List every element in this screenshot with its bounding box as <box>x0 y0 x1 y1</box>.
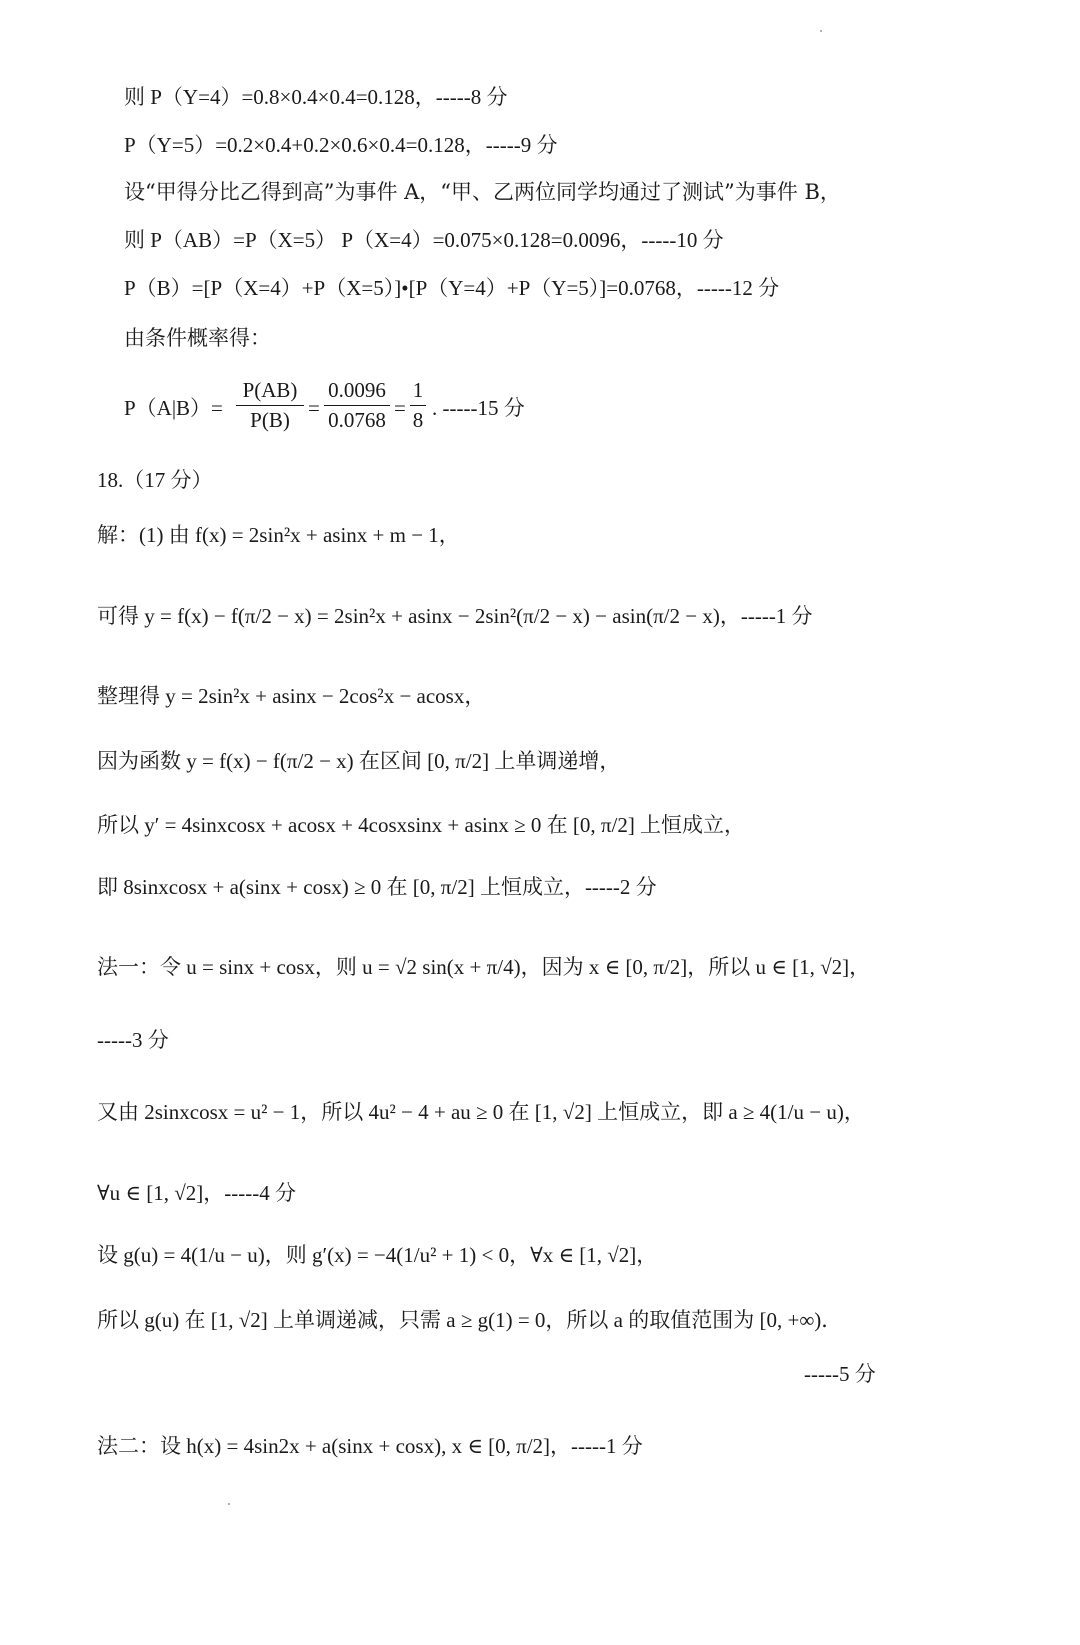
text-line-5: P（B）=[P（X=4）+P（X=5）]•[P（Y=4）+P（Y=5）]=0.0768，-----12 分 <box>124 276 780 300</box>
text-line-15: 法一：令 u = sinx + cosx，则 u = √2 sin(x + π/4)，因为 x ∈ [0, π/2]，所以 u ∈ [1, √2]， <box>97 955 871 979</box>
fraction-result <box>410 380 426 431</box>
text-line-13: 所以 y′ = 4sinxcosx + acosx + 4cosxsinx + asinx ≥ 0 在 [0, π/2] 上恒成立， <box>97 813 746 837</box>
fraction-denominator: P(B) <box>250 408 290 432</box>
fraction-denominator: 8 <box>412 408 424 432</box>
text-line-14: 即 8sinxcosx + a(sinx + cosx) ≥ 0 在 [0, π/2] 上恒成立，-----2 分 <box>97 875 657 899</box>
score-marker: -----5 分 <box>804 1362 876 1386</box>
fraction-values <box>324 380 390 431</box>
text-line-9: 解：(1) 由 f(x) = 2sin²x + asinx + m − 1， <box>97 523 460 547</box>
text-line-6: 由条件概率得： <box>124 326 271 350</box>
scan-speck-bottom <box>228 1503 230 1505</box>
fraction-numerator: 1 <box>412 378 424 402</box>
text-line-19: 设 g(u) = 4(1/u − u)，则 g′(x) = −4(1/u² + 1) < 0，∀x ∈ [1, √2]， <box>97 1243 658 1267</box>
text-line-2: P（Y=5）=0.2×0.4+0.2×0.6×0.4=0.128，-----9 分 <box>124 133 558 157</box>
equals-sign: = <box>394 396 406 420</box>
fraction-pab-pb <box>236 380 304 431</box>
text-line-16: -----3 分 <box>97 1028 169 1052</box>
text-line-20: 所以 g(u) 在 [1, √2] 上单调递减，只需 a ≥ g(1) = 0，所以 a 的取值范围为 [0, +∞)． <box>97 1308 843 1332</box>
fraction-bar <box>324 405 390 406</box>
fraction-denominator: 0.0768 <box>328 408 386 432</box>
fraction-bar <box>236 405 304 406</box>
fraction-numerator: P(AB) <box>242 378 298 402</box>
text-line-11: 整理得 y = 2sin²x + asinx − 2cos²x − acosx， <box>97 684 486 708</box>
text-line-1: 则 P（Y=4）=0.8×0.4×0.4=0.128，-----8 分 <box>124 85 508 109</box>
text-line-4: 则 P（AB）=P（X=5） P（X=4）=0.075×0.128=0.0096，-----10 分 <box>124 228 724 252</box>
text-line-10: 可得 y = f(x) − f(π/2 − x) = 2sin²x + asinx − 2sin²(π/2 − x) − asin(π/2 − x)，-----1 分 <box>97 604 813 628</box>
text-line-22: 法二：设 h(x) = 4sin2x + a(sinx + cosx), x ∈ [0, π/2]，-----1 分 <box>97 1434 643 1458</box>
text-line-18: ∀u ∈ [1, √2]，-----4 分 <box>97 1181 296 1205</box>
equals-sign: = <box>308 396 320 420</box>
scan-speck-top <box>820 30 822 32</box>
fraction-bar <box>410 405 426 406</box>
text-line-17: 又由 2sinxcosx = u² − 1，所以 4u² − 4 + au ≥ 0 在 [1, √2] 上恒成立，即 a ≥ 4(1/u − u)， <box>97 1100 865 1124</box>
text-line-3: 设“甲得分比乙得到高”为事件 A，“甲、乙两位同学均通过了测试”为事件 B， <box>124 180 841 204</box>
formula-suffix: . -----15 分 <box>432 396 525 420</box>
question-heading: 18.（17 分） <box>97 468 213 492</box>
fraction-numerator: 0.0096 <box>328 378 386 402</box>
text-line-12: 因为函数 y = f(x) − f(π/2 − x) 在区间 [0, π/2] 上单调递增， <box>97 749 621 773</box>
formula-prefix: P（A|B）= <box>124 396 223 420</box>
